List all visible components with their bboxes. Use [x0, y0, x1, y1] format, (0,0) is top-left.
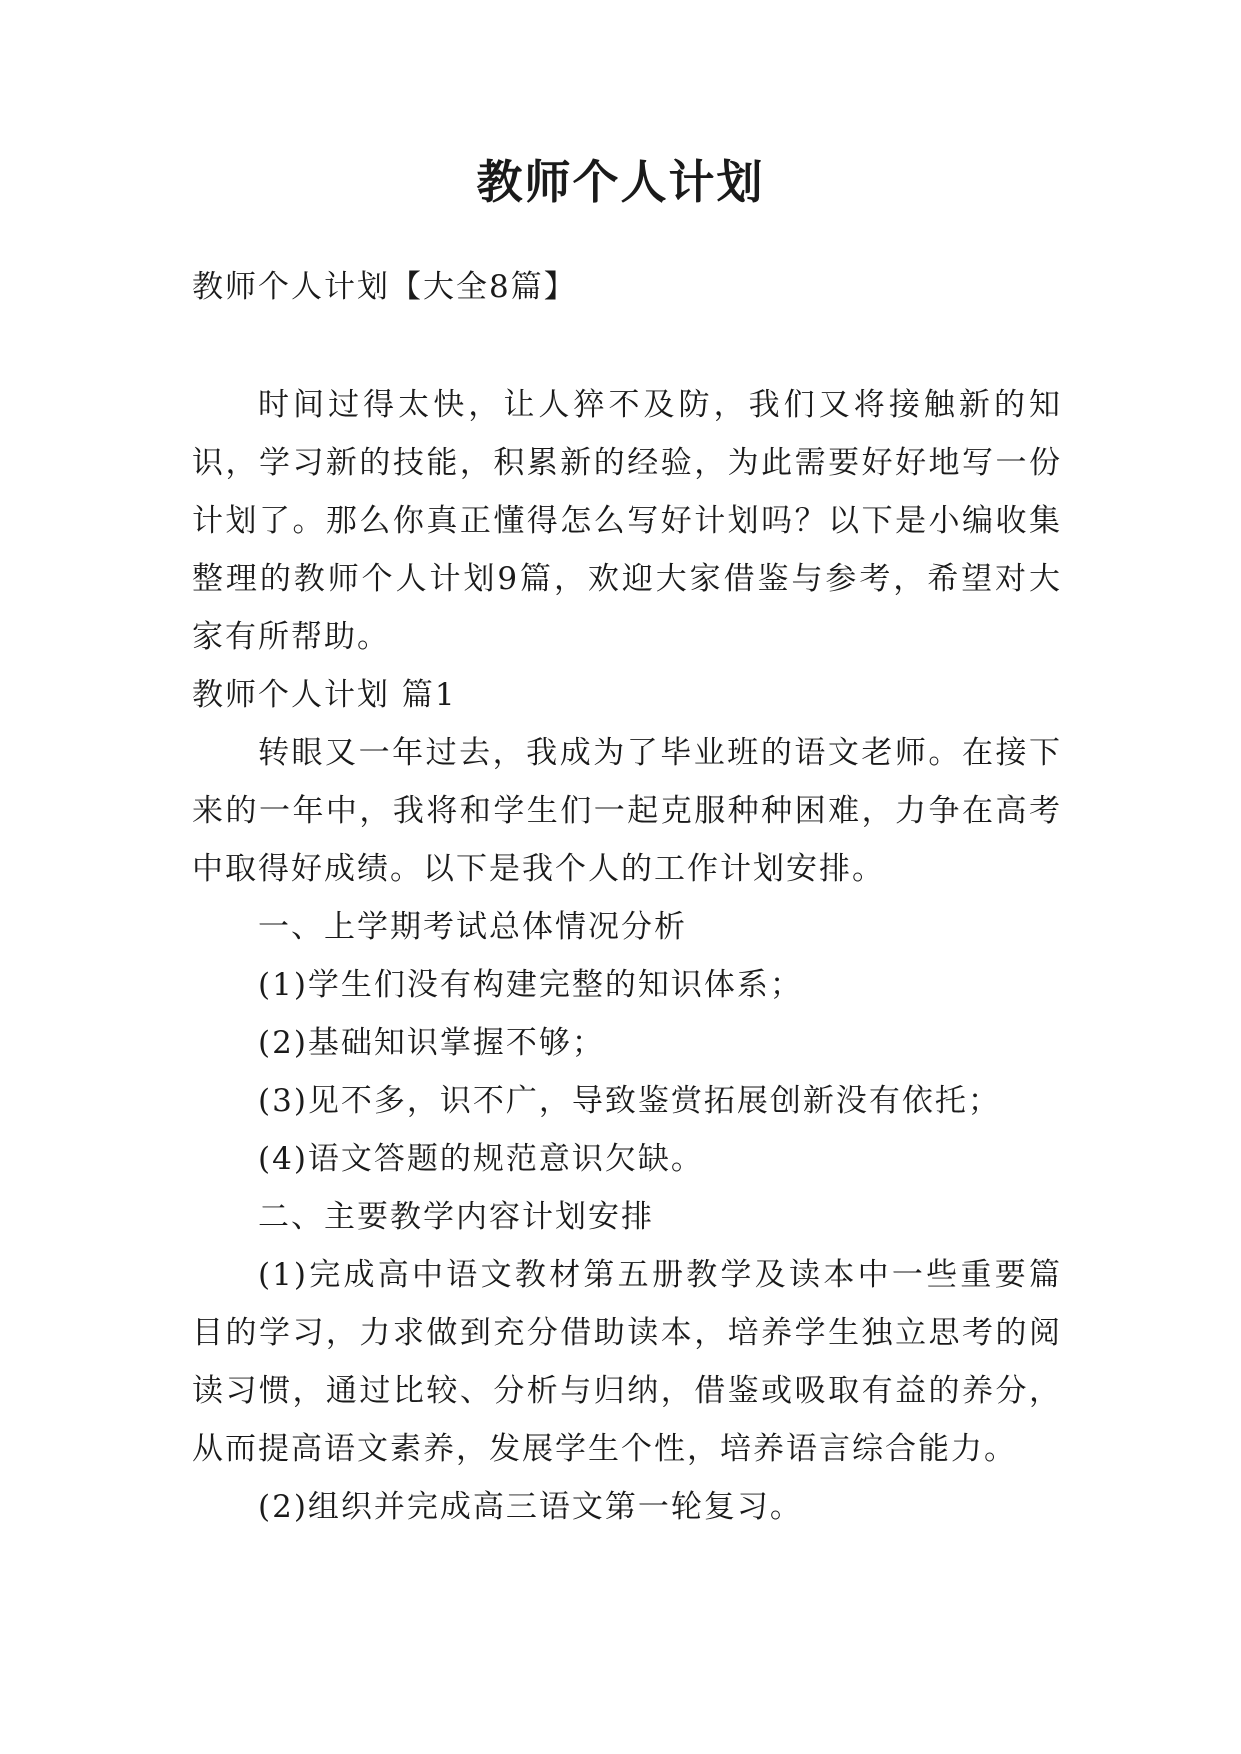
paragraph: (4)语文答题的规范意识欠缺。 [258, 1141, 704, 1177]
paragraph: (1)完成高中语文教材第五册教学及读本中一些重要篇目的学习，力求做到充分借助读本，培养学生独立思考的阅读习惯，通过比较、分析与归纳，借鉴或吸取有益的养分，从而提高语文素养，发展学生个性，培养语言综合能力。 [192, 1257, 1062, 1467]
paragraph: (1)学生们没有构建完整的知识体系； [258, 967, 803, 1003]
paragraph: 二、主要教学内容计划安排 [258, 1199, 654, 1235]
paragraph: (2)组织并完成高三语文第一轮复习。 [258, 1489, 803, 1525]
paragraph: (3)见不多，识不广，导致鉴赏拓展创新没有依托； [258, 1083, 1001, 1119]
paragraph: 转眼又一年过去，我成为了毕业班的语文老师。在接下来的一年中，我将和学生们一起克服种种困难，力争在高考中取得好成绩。以下是我个人的工作计划安排。 [192, 735, 1062, 887]
intro-paragraph: 时间过得太快，让人猝不及防，我们又将接触新的知识，学习新的技能，积累新的经验，为此需要好好地写一份计划了。那么你真正懂得怎么写好计划吗？以下是小编收集整理的教师个人计划9篇，欢迎大家借鉴与参考，希望对大家有所帮助。 [192, 387, 1062, 655]
document-title: 教师个人计划 [476, 155, 765, 209]
document-subtitle: 教师个人计划【大全8篇】 [192, 269, 577, 305]
paragraph: 一、上学期考试总体情况分析 [258, 909, 687, 945]
document-body [192, 258, 1062, 1536]
section-heading: 教师个人计划 篇1 [192, 677, 457, 713]
paragraph: (2)基础知识掌握不够； [258, 1025, 605, 1061]
